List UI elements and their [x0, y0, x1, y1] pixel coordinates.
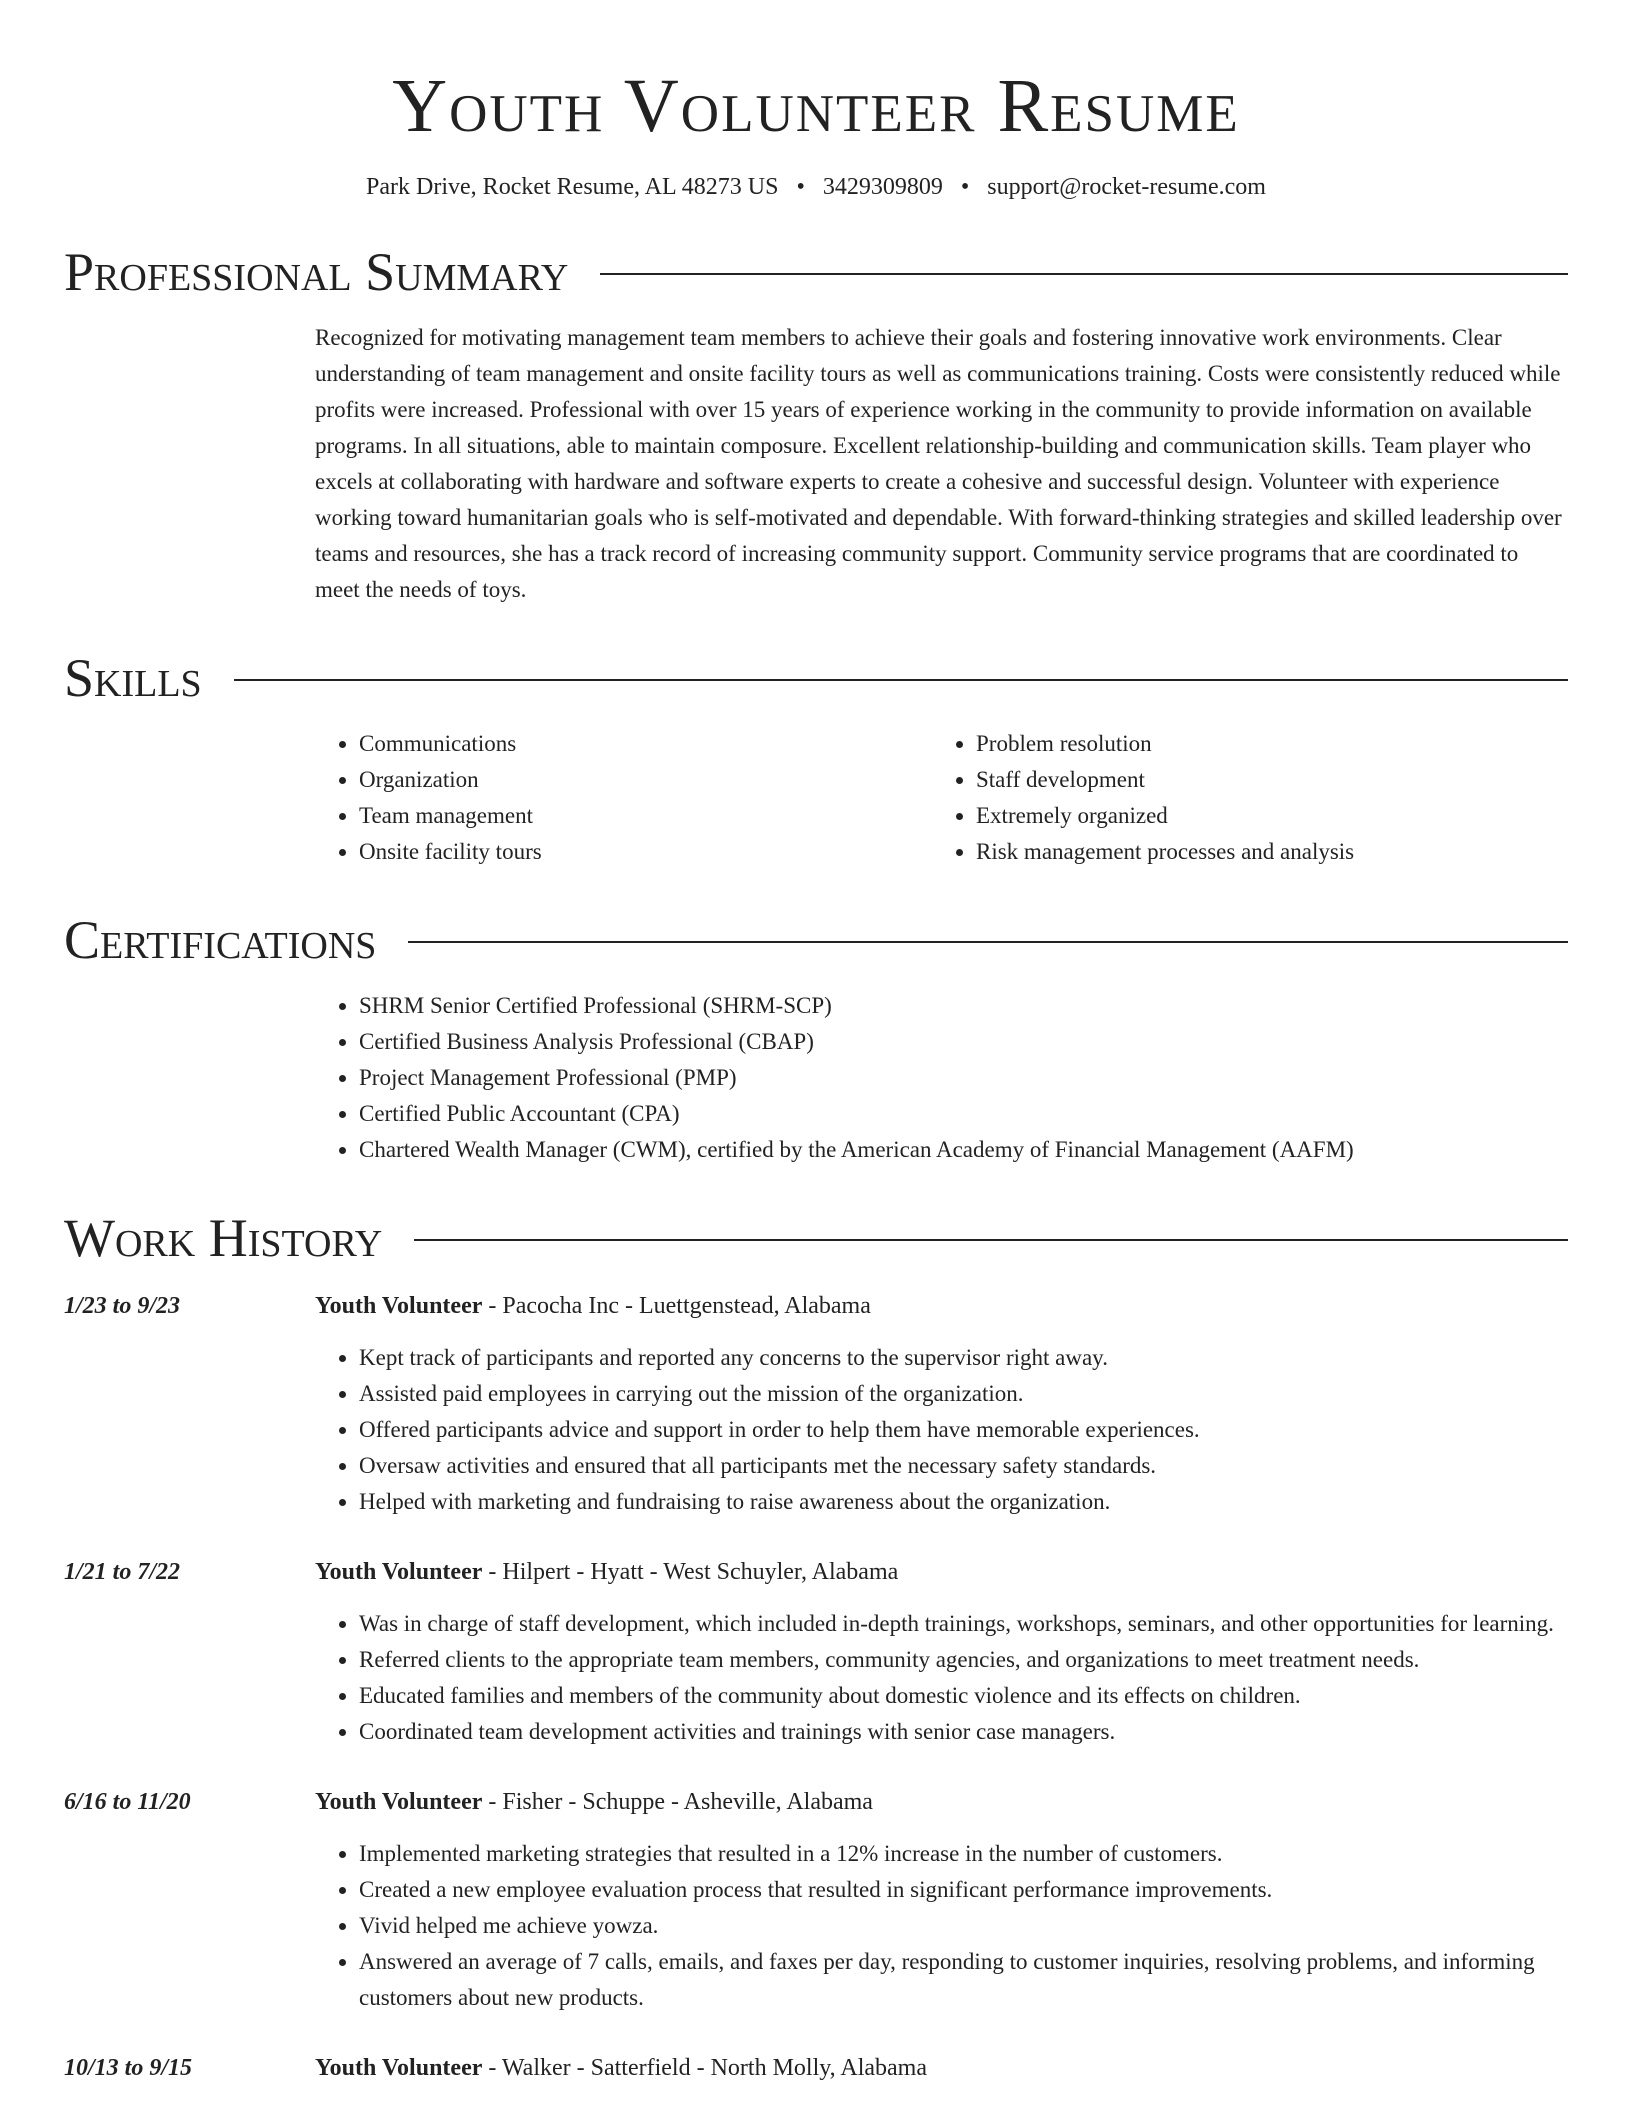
job-bullet: • Assisted paid employees in carrying out the mission of the organization.: [359, 1376, 1568, 1412]
certification-item: • SHRM Senior Certified Professional (SHRM-SCP): [359, 988, 1568, 1024]
skills-column-left: [315, 726, 932, 870]
job-bullet: • Was in charge of staff development, which included in-depth trainings, workshops, seminars, and other opportunities for learning.: [359, 1606, 1568, 1642]
section-header-skills: [64, 646, 1568, 710]
job-employer-location: - Pacocha Inc - Luettgenstead, Alabama: [482, 1293, 871, 1319]
job-bullet: • Helped with marketing and fundraising to raise awareness about the organization.: [359, 1484, 1568, 1520]
job-bullet: • Answered an average of 7 calls, emails, and faxes per day, responding to customer inquiries, resolving problems, and informing customers about new products.: [359, 1944, 1568, 2016]
section-title-summary: Professional Summary: [64, 242, 569, 302]
job-entry: [64, 1784, 1568, 2016]
contact-email: support@rocket-resume.com: [987, 174, 1266, 200]
job-bullet: • Kept track of participants and reported any concerns to the supervisor right away.: [359, 1340, 1568, 1376]
section-header-certifications: [64, 908, 1568, 972]
job-bullet: • Offered participants advice and support in order to help them have memorable experiences.: [359, 1412, 1568, 1448]
skill-item: • Risk management processes and analysis: [976, 834, 1549, 870]
job-bullet: • Oversaw activities and ensured that all participants met the necessary safety standards.: [359, 1448, 1568, 1484]
skill-item: • Staff development: [976, 762, 1549, 798]
job-entry: [64, 1288, 1568, 1520]
summary-section: [315, 320, 1568, 608]
contact-line: [64, 172, 1568, 202]
job-title: Youth Volunteer: [315, 1559, 483, 1585]
job-dates: 1/21 to 7/22: [64, 1559, 181, 1585]
skills-column-right: [932, 726, 1549, 870]
job-entry: [64, 2050, 1568, 2102]
section-title-skills: Skills: [64, 648, 202, 708]
certification-item: • Project Management Professional (PMP): [359, 1060, 1568, 1096]
job-employer-location: - Walker - Satterfield - North Molly, Alabama: [482, 2055, 927, 2081]
job-heading: [315, 1288, 1568, 1324]
job-bullet: • Educated families and members of the community about domestic violence and its effects on children.: [359, 1678, 1568, 1714]
job-details: [315, 1784, 1568, 2016]
skill-item: • Communications: [359, 726, 932, 762]
job-dates: 6/16 to 11/20: [64, 1789, 191, 1815]
job-dates: 1/23 to 9/23: [64, 1293, 181, 1319]
certifications-section: [315, 988, 1568, 1168]
job-dates: 10/13 to 9/15: [64, 2055, 193, 2081]
contact-address: Park Drive, Rocket Resume, AL 48273 US: [366, 174, 779, 200]
job-bullet: • Implemented marketing strategies that resulted in a 12% increase in the number of customers.: [359, 1836, 1568, 1872]
job-bullet: • Created a new employee evaluation process that resulted in significant performance improvements.: [359, 1872, 1568, 1908]
certification-item: • Certified Business Analysis Professional (CBAP): [359, 1024, 1568, 1060]
job-title: Youth Volunteer: [315, 1293, 483, 1319]
job-bullet: • Coordinated team development activities and trainings with senior case managers.: [359, 1714, 1568, 1750]
resume-page: [64, 0, 1568, 2102]
skill-item: • Onsite facility tours: [359, 834, 932, 870]
section-header-work-history: [64, 1206, 1568, 1270]
certification-item: • Certified Public Accountant (CPA): [359, 1096, 1568, 1132]
job-bullet: • Referred clients to the appropriate team members, community agencies, and organizations to meet treatment needs.: [359, 1642, 1568, 1678]
summary-text: Recognized for motivating management team members to achieve their goals and fostering innovative work environments. Clear understanding of team management and onsite facility tours as well as communications training. Costs were consistently reduced while profits were increased. Professional with over 15 years of experience working in the community to provide information on available programs. In all situations, able to maintain composure. Excellent relationship-building and communication skills. Team player who excels at collaborating with hardware and software experts to create a cohesive and successful design. Volunteer with experience working toward humanitarian goals who is self-motivated and dependable. With forward-thinking strategies and skilled leadership over teams and resources, she has a track record of increasing community support. Community service programs that are coordinated to meet the needs of toys.: [315, 325, 1562, 602]
job-heading: [315, 1554, 1568, 1590]
job-entry: [64, 1554, 1568, 1750]
job-details: [315, 2050, 1568, 2102]
skill-item: • Extremely organized: [976, 798, 1549, 834]
job-details: [315, 1288, 1568, 1520]
section-header-summary: [64, 240, 1568, 304]
section-divider: [600, 273, 1568, 275]
job-details: [315, 1554, 1568, 1750]
resume-title: Youth Volunteer Resume: [392, 64, 1240, 148]
contact-separator: •: [960, 174, 970, 200]
certification-item: • Chartered Wealth Manager (CWM), certified by the American Academy of Financial Management (AAFM): [359, 1132, 1568, 1168]
job-title: Youth Volunteer: [315, 2055, 483, 2081]
section-divider: [414, 1239, 1568, 1241]
skills-section: [315, 726, 1568, 870]
skill-item: • Team management: [359, 798, 932, 834]
contact-phone: 3429309809: [822, 174, 943, 200]
section-divider: [408, 941, 1568, 943]
section-title-certifications: Certifications: [64, 910, 377, 970]
section-divider: [234, 679, 1568, 681]
job-title: Youth Volunteer: [315, 1789, 483, 1815]
skill-item: • Problem resolution: [976, 726, 1549, 762]
skill-item: • Organization: [359, 762, 932, 798]
job-employer-location: - Fisher - Schuppe - Asheville, Alabama: [482, 1789, 873, 1815]
job-employer-location: - Hilpert - Hyatt - West Schuyler, Alabama: [482, 1559, 899, 1585]
job-heading: [315, 2050, 1568, 2086]
job-bullet: • Vivid helped me achieve yowza.: [359, 1908, 1568, 1944]
section-title-work-history: Work History: [64, 1208, 383, 1268]
job-heading: [315, 1784, 1568, 1820]
contact-separator: •: [796, 174, 805, 200]
